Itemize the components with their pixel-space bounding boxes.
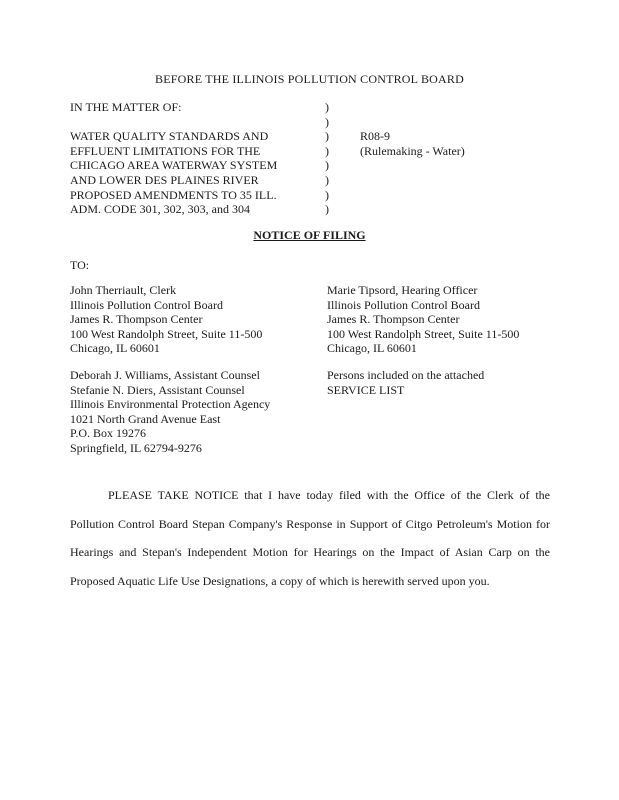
address-line: Stefanie N. Diers, Assistant Counsel bbox=[70, 382, 245, 397]
address-line: Springfield, IL 62794-9276 bbox=[70, 440, 202, 455]
caption-line: CHICAGO AREA WATERWAY SYSTEM bbox=[70, 158, 278, 173]
board-title: BEFORE THE ILLINOIS POLLUTION CONTROL BOARD bbox=[155, 72, 464, 86]
address-line: Illinois Pollution Control Board bbox=[327, 297, 481, 312]
caption-paren: ) bbox=[325, 129, 329, 144]
address-line: James R. Thompson Center bbox=[70, 312, 203, 327]
caption-line: EFFLUENT LIMITATIONS FOR THE bbox=[70, 143, 261, 158]
address-line: Chicago, IL 60601 bbox=[327, 341, 417, 356]
address-line: 1021 North Grand Avenue East bbox=[70, 411, 221, 426]
recipient-hearing-officer bbox=[327, 283, 519, 356]
address-line: John Therriault, Clerk bbox=[70, 283, 177, 297]
recipient-clerk bbox=[70, 283, 262, 356]
caption-paren: ) bbox=[325, 172, 329, 187]
address-line: Illinois Environmental Protection Agency bbox=[70, 397, 271, 412]
notice-body bbox=[70, 481, 550, 595]
caption-line: ADM. CODE 301, 302, 303, and 304 bbox=[70, 202, 250, 217]
recipient-service-list bbox=[327, 368, 484, 397]
caption-paren: ) bbox=[325, 202, 329, 217]
caption-paren: ) bbox=[325, 143, 329, 158]
address-line: P.O. Box 19276 bbox=[70, 426, 147, 441]
docket-number: R08-9 bbox=[360, 129, 390, 143]
docket-type: (Rulemaking - Water) bbox=[360, 143, 465, 158]
caption-paren: ) bbox=[325, 100, 329, 114]
address-line: Illinois Pollution Control Board bbox=[70, 297, 224, 312]
address-line: 100 West Randolph Street, Suite 11-500 bbox=[70, 326, 263, 341]
address-line: Persons included on the attached bbox=[327, 368, 485, 382]
address-line: Marie Tipsord, Hearing Officer bbox=[327, 283, 478, 297]
caption-line: PROPOSED AMENDMENTS TO 35 ILL. bbox=[70, 187, 277, 202]
caption-right bbox=[360, 129, 465, 158]
caption-parens bbox=[325, 100, 329, 217]
notice-paragraph: PLEASE TAKE NOTICE that I have today filed with the Office of the Clerk of the Pollution Control Board Stepan Company's Response in Support of Citgo Petroleum's Motion for Hearings and Stepan's Independent Motion for Hearings on the Impact of Asian Carp on the Proposed Aquatic Life Use Designations, a copy of which is herewith served upon you. bbox=[70, 488, 550, 588]
caption-line: IN THE MATTER OF: bbox=[70, 100, 182, 114]
to-label: TO: bbox=[70, 258, 90, 272]
caption-line bbox=[70, 115, 277, 130]
caption-left bbox=[70, 100, 277, 217]
caption-line: AND LOWER DES PLAINES RIVER bbox=[70, 172, 259, 187]
caption-paren: ) bbox=[325, 158, 329, 173]
notice-heading: NOTICE OF FILING bbox=[253, 228, 366, 242]
recipient-iepa bbox=[70, 368, 270, 456]
caption-line: WATER QUALITY STANDARDS AND bbox=[70, 129, 269, 144]
address-line: Deborah J. Williams, Assistant Counsel bbox=[70, 368, 260, 382]
address-line: 100 West Randolph Street, Suite 11-500 bbox=[327, 326, 520, 341]
caption-paren: ) bbox=[325, 114, 329, 129]
address-line: James R. Thompson Center bbox=[327, 312, 460, 327]
address-line: Chicago, IL 60601 bbox=[70, 341, 160, 356]
caption-paren: ) bbox=[325, 187, 329, 202]
address-line: SERVICE LIST bbox=[327, 382, 405, 397]
